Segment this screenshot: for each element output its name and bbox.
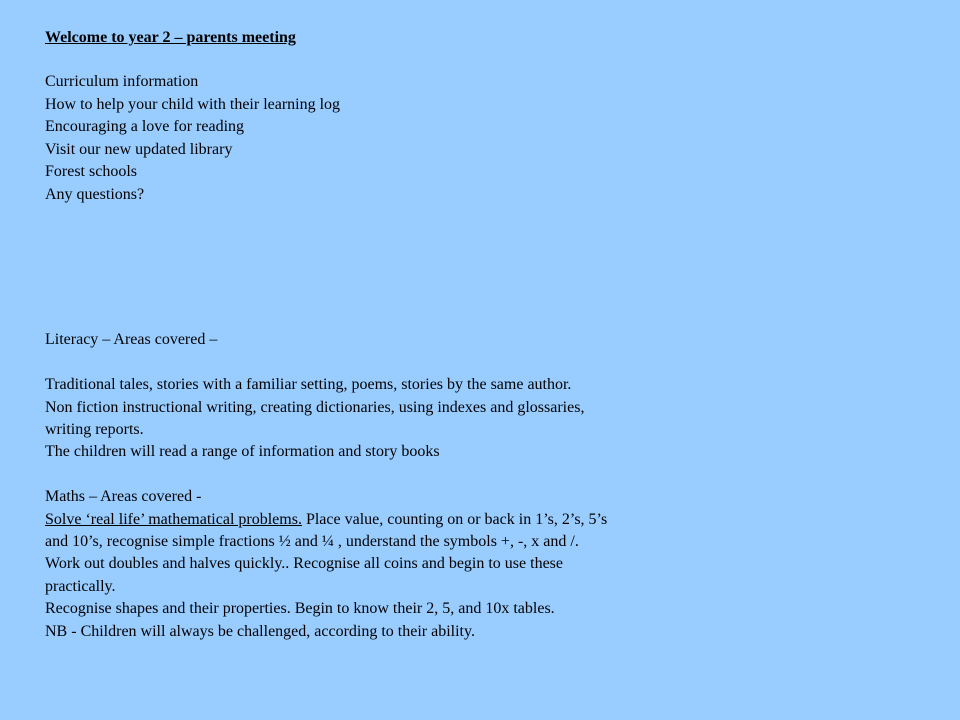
maths-line: Work out doubles and halves quickly.. Recognise all coins and begin to use these [45,555,564,572]
literacy-line: Non fiction instructional writing, creating dictionaries, using indexes and glossaries, [45,399,585,416]
maths-line [45,509,607,531]
maths-underlined-text: Solve ‘real life’ mathematical problems. [45,511,302,528]
agenda-item-reading: Encouraging a love for reading [45,118,245,135]
literacy-heading: Literacy – Areas covered – [45,331,218,348]
literacy-line: writing reports. [45,421,144,438]
nb-text: Children will always be challenged, according to their ability. [76,623,475,640]
maths-line: Recognise shapes and their properties. Begin to know their 2, 5, and 10x tables. [45,600,555,617]
questions-line: Any questions? [45,186,145,203]
literacy-line: Traditional tales, stories with a familiar setting, poems, stories by the same author. [45,376,572,393]
maths-heading: Maths – Areas covered - [45,488,202,505]
agenda-item-learning-log: How to help your child with their learning log [45,96,341,113]
nb-note [45,621,475,643]
agenda-item-library: Visit our new updated library [45,141,233,158]
agenda-item-curriculum: Curriculum information [45,73,199,90]
literacy-line: The children will read a range of information and story books [45,443,440,460]
maths-line: practically. [45,578,116,595]
agenda-item-forest-schools: Forest schools [45,163,137,180]
maths-line-rest: Place value, counting on or back in 1’s, 2’s, 5’s [301,511,608,528]
maths-line: and 10’s, recognise simple fractions ½ and ¼ , understand the symbols +, -, x and /. [45,533,579,550]
nb-label: NB - [45,623,77,640]
page-title: Welcome to year 2 – parents meeting [45,29,296,46]
